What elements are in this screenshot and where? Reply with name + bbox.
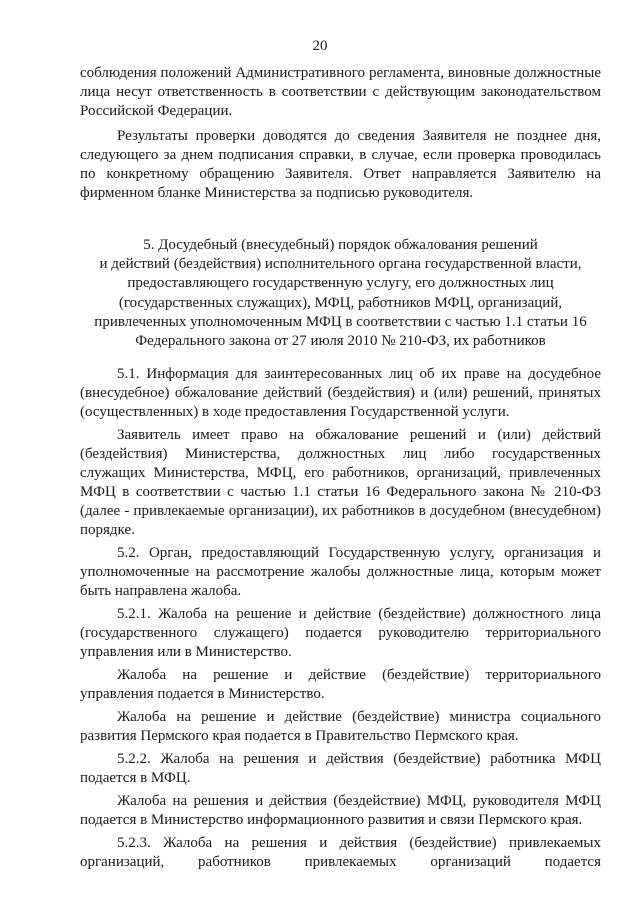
paragraph-results: Результаты проверки доводятся до сведения Заявителя не позднее дня, следующего за днем подписания справки, в случае, если проверка проводилась по конкретному обращению Заявителя. Ответ направляется Заявителю на фирменном бланке Министерства за подписью руководителя.: [80, 128, 601, 201]
paragraph-territorial: Жалоба на решение и действие (бездействие) территориального управления подается в Министерство.: [80, 667, 601, 703]
section-heading-line: (государственных служащих), МФЦ, работников МФЦ, организаций,: [118, 294, 563, 311]
paragraph-continuation: соблюдения положений Административного регламента, виновные должностные лица несут ответственность в соответствии с действующим законодательством Российской Федерации.: [80, 65, 601, 119]
paragraph-5-2-2: 5.2.2. Жалоба на решения и действия (бездействие) работника МФЦ подается в МФЦ.: [80, 751, 601, 787]
paragraph-mfc-head: Жалоба на решения и действия (бездействие) МФЦ, руководителя МФЦ подается в Министерство информационного развития и связи Пермского края.: [80, 793, 601, 829]
paragraph-5-2-3: 5.2.3. Жалоба на решения и действия (бездействие) привлекаемых организаций, работников привлекаемых организаций подается: [80, 835, 601, 871]
section-heading-line: и действий (бездействия) исполнительного органа государственной власти,: [99, 256, 582, 273]
paragraph-5-2-1: 5.2.1. Жалоба на решение и действие (бездействие) должностного лица (государственного служащего) подается руководителю территориального управления или в Министерство.: [80, 606, 601, 661]
document-body: [80, 64, 601, 872]
paragraph-minister: Жалоба на решение и действие (бездействие) министра социального развития Пермского края подается в Правительство Пермского края.: [80, 709, 601, 745]
paragraph-applicant-right: Заявитель имеет право на обжалование решений и (или) действий (бездействия) Министерства, должностных лиц либо государственных служащих Министерства, МФЦ, его работников, организаций, привлеченных МФЦ в соответствии с частью 1.1 статьи 16 Федерального закона № 210-ФЗ (далее - привлекаемые организации), их работников в досудебном (внесудебном) порядке.: [80, 427, 601, 539]
section-heading-line: привлеченных уполномоченным МФЦ в соответствии с частью 1.1 статьи 16: [94, 313, 587, 330]
section-heading-line: 5. Досудебный (внесудебный) порядок обжалования решений: [143, 237, 538, 253]
section-heading: [80, 236, 601, 351]
paragraph-5-1: 5.1. Информация для заинтересованных лиц об их праве на досудебное (внесудебное) обжалование действий (бездействия) и (или) решений, принятых (осуществленных) в ходе предоставления Государственной услуги.: [80, 366, 601, 421]
section-heading-line: предоставляющего государственную услугу, его должностных лиц: [127, 275, 554, 292]
paragraph-5-2: 5.2. Орган, предоставляющий Государственную услугу, организация и уполномоченные на рассмотрение жалобы должностные лица, которым может быть направлена жалоба.: [80, 545, 601, 600]
page-number: 20: [312, 38, 328, 54]
section-heading-line: Федерального закона от 27 июля 2010 № 210-ФЗ, их работников: [135, 333, 546, 350]
